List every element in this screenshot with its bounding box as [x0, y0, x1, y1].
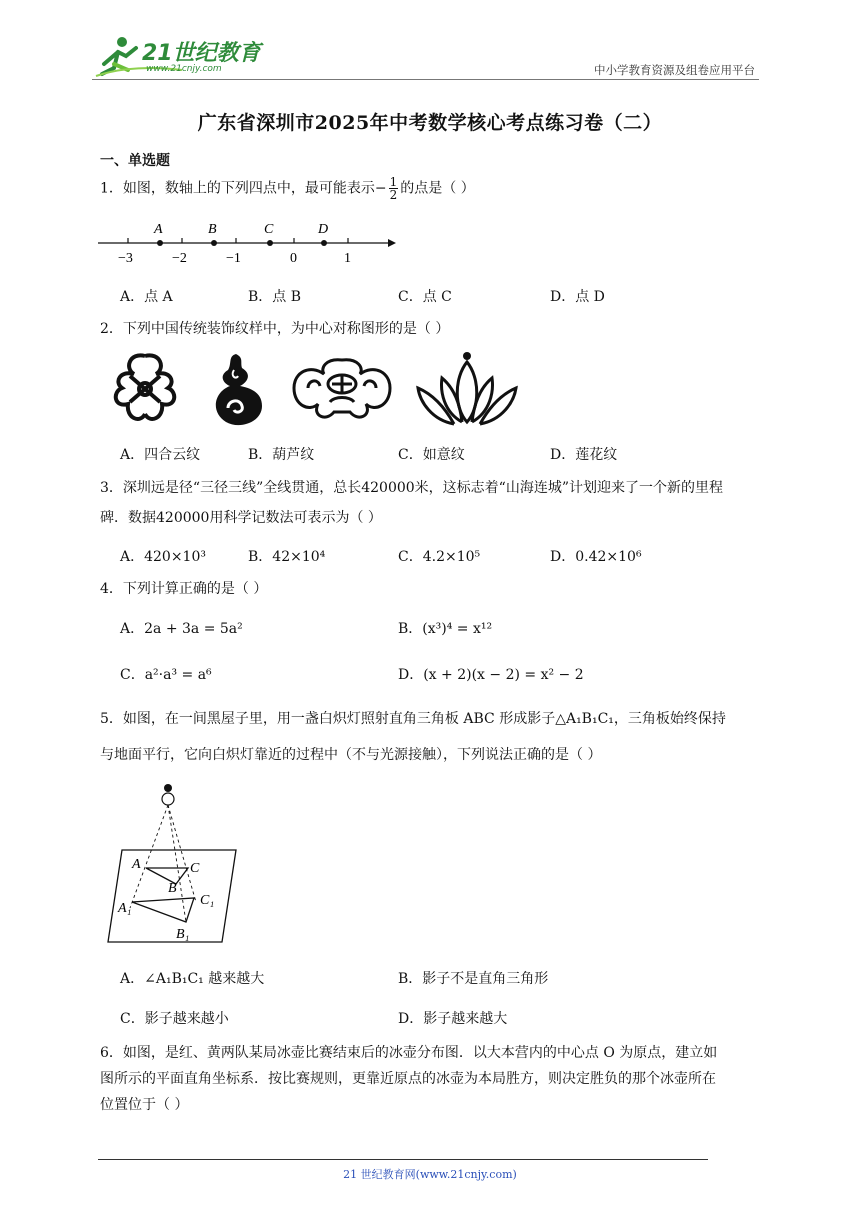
question-number: 5．	[100, 711, 123, 727]
triangle-label: C₁	[200, 893, 215, 908]
question-number: 4．	[100, 581, 123, 597]
question-text-line3: 位置位于（ ）	[100, 1097, 189, 1113]
axis-point-label: C	[264, 222, 274, 237]
site-logo	[92, 34, 262, 80]
option-a[interactable]: A．2a + 3a = 5a²	[120, 621, 243, 637]
axis-tick-label: 1	[344, 251, 351, 266]
option-d[interactable]: D．0.42×10⁶	[550, 549, 642, 565]
question-text-tail: 的点是（ ）	[400, 180, 475, 197]
axis-tick-label: 0	[290, 251, 297, 266]
axis-tick-label: −3	[118, 251, 133, 266]
footer-link[interactable]: 21 世纪教育网(www.21cnjy.com)	[343, 1168, 517, 1181]
lamp-shadow-figure	[104, 780, 244, 946]
option-c[interactable]: C．点 C	[398, 289, 452, 305]
option-d[interactable]: D．点 D	[550, 289, 605, 305]
question-text: 如图，在一间黑屋子里，用一盏白炽灯照射直角三角板 ABC 形成影子△A₁B₁C₁，三角板始终保持	[122, 711, 726, 727]
question-number: 2．	[100, 321, 123, 337]
question-text-line2: 碑．数据420000用科学记数法可表示为（ ）	[100, 510, 382, 526]
fraction	[389, 176, 399, 201]
option-b[interactable]: B．(x³)⁴ = x¹²	[398, 621, 493, 637]
four-cloud-pattern-icon	[100, 348, 190, 430]
ruyi-pattern-icon	[286, 354, 398, 426]
question-4	[100, 578, 267, 600]
triangle-label: C	[190, 861, 200, 876]
option-b[interactable]: B．42×10⁴	[248, 549, 326, 565]
logo-text: 21世纪教育	[142, 41, 261, 66]
option-b[interactable]: B．影子不是直角三角形	[398, 971, 549, 987]
option-a[interactable]: A．420×10³	[120, 549, 206, 565]
question-6	[100, 1040, 770, 1118]
axis-point-label: A	[154, 222, 163, 237]
triangle-label: B	[168, 881, 177, 896]
question-text-line2: 与地面平行，它向白炽灯靠近的过程中（不与光源接触），下列说法正确的是（ ）	[100, 747, 602, 763]
option-c[interactable]: C．影子越来越小	[120, 1011, 229, 1027]
page-title: 广东省深圳市2025年中考数学核心考点练习卷（二）	[197, 112, 663, 134]
question-2	[100, 318, 449, 340]
question-text: 深圳远是径“三径三线”全线贯通，总长420000米，这标志着“山海连城”计划迎来了一个新的里程	[122, 480, 723, 496]
option-b[interactable]: B．葫芦纹	[248, 447, 315, 463]
option-a[interactable]: A．四合云纹	[120, 447, 201, 463]
triangle-label: B₁	[176, 927, 190, 942]
question-number: 1．	[100, 180, 123, 197]
option-a[interactable]: A．∠A₁B₁C₁ 越来越大	[120, 971, 265, 987]
question-1: 1．如图，数轴上的下列四点中，最可能表示− $\frac{1}{2}$ 的点是（ ）	[100, 175, 475, 202]
light-bulb-icon	[162, 793, 174, 805]
point-a	[157, 240, 163, 246]
option-d[interactable]: D．(x + 2)(x − 2) = x² − 2	[398, 667, 584, 683]
option-c[interactable]: C．a²·a³ = a⁶	[120, 667, 212, 683]
question-text: 下列计算正确的是（ ）	[122, 581, 268, 597]
triangle-label: A₁	[118, 901, 132, 916]
header-divider	[92, 79, 759, 80]
logo-url: www.21cnjy.com	[146, 64, 222, 74]
fraction-denominator: 2	[389, 188, 398, 202]
question-number: 3．	[100, 480, 123, 496]
number-line-figure	[98, 218, 398, 268]
axis-point-label: B	[208, 222, 217, 237]
fraction-numerator: 1	[389, 175, 398, 189]
lotus-pattern-icon	[414, 348, 520, 430]
question-text-line2: 图所示的平面直角坐标系．按比赛规则，更靠近原点的冰壶为本局胜方，则决定胜负的那个冰壶所在	[100, 1071, 716, 1087]
option-a[interactable]: A．点 A	[120, 289, 173, 305]
question-text: 如图，是红、黄两队某局冰壶比赛结束后的冰壶分布图．以大本营内的中心点 O 为原点，建立如	[122, 1045, 718, 1061]
question-text: 下列中国传统装饰纹样中，为中心对称图形的是（ ）	[122, 321, 450, 337]
question-3	[100, 477, 770, 529]
axis-tick-label: −2	[172, 251, 187, 266]
header-platform-text: 中小学教育资源及组卷应用平台	[594, 63, 755, 77]
option-d[interactable]: D．莲花纹	[550, 447, 618, 463]
axis-tick-label: −1	[226, 251, 241, 266]
option-c[interactable]: C．如意纹	[398, 447, 465, 463]
triangle-label: A	[132, 857, 141, 872]
footer-divider	[98, 1159, 708, 1160]
point-d	[321, 240, 327, 246]
gourd-pattern-icon	[206, 350, 268, 428]
option-b[interactable]: B．点 B	[248, 289, 302, 305]
option-c[interactable]: C．4.2×10⁵	[398, 549, 481, 565]
question-5	[100, 708, 770, 766]
point-b	[211, 240, 217, 246]
question-text: 如图，数轴上的下列四点中，最可能表示	[122, 180, 375, 197]
section-heading: 一、单选题	[100, 153, 170, 169]
option-d[interactable]: D．影子越来越大	[398, 1011, 508, 1027]
question-number: 6．	[100, 1045, 123, 1061]
axis-point-label: D	[318, 222, 329, 237]
point-c	[267, 240, 273, 246]
